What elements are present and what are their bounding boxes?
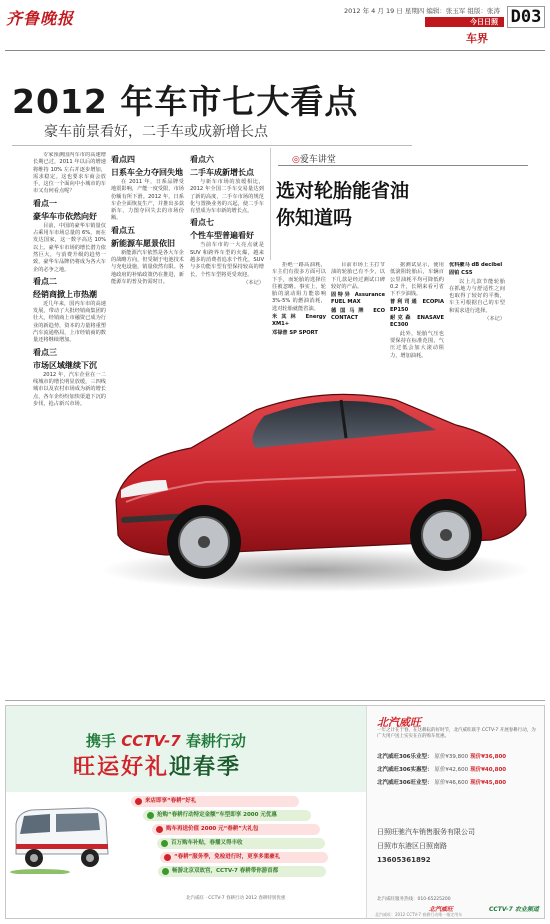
point-title: 看点七 bbox=[190, 218, 214, 228]
ad-cctv-brand: CCTV-7 bbox=[121, 732, 181, 750]
masthead bbox=[0, 0, 550, 52]
point-text: 目前，中国的豪华车销量仅占乘用车市场总量的 6%，而在发达国家，这一数字高达 10% 以上。豪华车市场的增长潜力依然巨大，与消费升级的趋势一致，豪华车品牌仍将成为各大车企的必争之地。 bbox=[33, 222, 106, 273]
van-stripe bbox=[16, 844, 108, 849]
section-label: 车界 bbox=[466, 32, 488, 45]
van-side-window bbox=[56, 813, 100, 832]
tire-product: 固特异 Assurance FUEL MAX bbox=[331, 292, 385, 306]
point-title: 看点一 bbox=[33, 198, 57, 208]
tire-product: 米其林 Energy XM1+ bbox=[272, 314, 326, 328]
point-subtitle: 豪华车市依然向好 bbox=[33, 211, 97, 221]
point-text: 与新车市场的放缓相比，2012 年全国二手车交易量达到了新的高度，二手车市场的规范化与置换业务的兴起，使二手车有望成为车市新的增长点。 bbox=[190, 179, 264, 215]
sidebar-title-line1: 选对轮胎能省油 bbox=[276, 180, 410, 202]
bullet-icon bbox=[161, 840, 168, 847]
ad-promo-panel bbox=[6, 706, 366, 918]
ad-copy: 一年之计在于春，在这耕耘的好时节，北汽威旺联手 CCTV-7 开展春耕行动，为广大用户送上实实在在的购车优惠。 bbox=[377, 728, 536, 739]
date-line: 2012 年 4 月 19 日 星期四 编辑：张玉军 组版：张涛 bbox=[344, 7, 500, 15]
price-current: 现价¥45,800 bbox=[470, 780, 507, 786]
sidebar-paragraph: 拒绝一路高油耗，车主们有很多方面可以下手，而轮胎的选择往往被忽略。事实上，轮胎的滚动阻力能影响 3%-5% 的燃油消耗，选对轮胎就能省油。 bbox=[272, 262, 326, 312]
promo-bubble: 购车再送价值 2000 元“春耕”大礼包 bbox=[152, 824, 320, 835]
article-signature: （本记） bbox=[243, 279, 264, 286]
ad-headline-1 bbox=[86, 730, 246, 751]
ad-brand-logo: 北汽威旺 bbox=[377, 716, 421, 729]
tire-product: 德国马牌 ECO CONTACT bbox=[331, 307, 385, 322]
ad-headline-2a: 旺运好礼 bbox=[73, 755, 170, 780]
van-front-rim bbox=[30, 854, 38, 862]
price-original: 原价¥42,600 bbox=[434, 767, 469, 773]
point-text: 当前车市的一大亮点就是 SUV 和跨界车型的火爆，越来越多的消费者追求个性化，SUV 与多功能车型有望保持较高的增长，个性车型将更受欢迎。 bbox=[190, 242, 264, 278]
ad-footer-note: 北汽威旺 · CCTV-7 春耕行动 2012 春耕特别优惠 bbox=[186, 896, 286, 901]
bullet-icon bbox=[147, 812, 154, 819]
today-bar: 今日日照 bbox=[425, 17, 504, 27]
page-subhead: 豪车前景看好，二手车或成新增长点 bbox=[44, 124, 268, 140]
point-title: 看点五 bbox=[111, 225, 135, 235]
sidebar-paragraph: 此外，轮胎气压也要保持在标准范围，气压过低会加大滚动阻力，增加油耗。 bbox=[390, 330, 444, 359]
newspaper-logo: 齐鲁晚报 bbox=[6, 9, 75, 28]
point-text: 在 2011 年，日系品牌受地震影响，产能一度受限，市场份额有所下滑。2012 年，日系车企全面恢复生产，并推出多款新车，力图夺回失去的市场份额。 bbox=[111, 179, 184, 222]
price-row bbox=[377, 765, 506, 775]
ad-headline-2 bbox=[73, 750, 241, 781]
ad-separator bbox=[5, 700, 545, 701]
promo-bubble: 抢购“春耕行动特定金额”车型即享 2000 元优惠 bbox=[143, 810, 311, 821]
point-subtitle: 经销商掀上市热潮 bbox=[33, 289, 97, 299]
point-title: 看点六 bbox=[190, 155, 214, 164]
price-current: 现价¥36,800 bbox=[470, 754, 507, 760]
cctv-logo-small: CCTV-7 农业频道 bbox=[489, 906, 539, 913]
tag-rule bbox=[278, 165, 528, 166]
point-text: 近几年来，国内车市的高速发展，带动了大批经销商集团的壮大，经销商上市融资已成为行业的新趋势，资本的力量将重塑汽车流通格局，上市经销商的数量还将继续增加。 bbox=[33, 300, 106, 344]
brand-logo-small: 北汽威旺 bbox=[429, 906, 454, 913]
ad-contact-line: 北汽威旺服务热线：010-65225200 bbox=[377, 897, 451, 902]
dealer-address: 日照市东港区日照南路 bbox=[377, 842, 447, 850]
promo-bubble: 百万购车补贴，春播又得丰收 bbox=[157, 838, 325, 849]
advertisement[interactable] bbox=[5, 705, 545, 919]
sidebar-paragraph: 目前市场上主打节油的轮胎已有不少，以下几款是经过测试口碑较好的产品。 bbox=[331, 262, 385, 290]
point-title: 看点二 bbox=[33, 276, 57, 286]
point-subtitle: 日系车全力夺回失地 bbox=[111, 168, 183, 177]
price-original: 原价¥39,800 bbox=[434, 754, 469, 760]
point-text: 2012 年，汽车企业在一二线城市的增长明显放缓，三四线城市以及农村市场成为新的增长点，各车企纷纷加快渠道下沉的步伐，抢占新兴市场。 bbox=[33, 371, 106, 407]
point-title: 看点三 bbox=[33, 347, 57, 357]
bullet-icon bbox=[162, 868, 169, 875]
van-rear-rim bbox=[86, 854, 94, 862]
price-original: 原价¥46,600 bbox=[434, 780, 469, 786]
price-model: 北汽威旺306旺业型： bbox=[377, 780, 433, 786]
promo-bubble: 来店即享“春耕”好礼 bbox=[131, 796, 299, 807]
point-subtitle: 二手车成新增长点 bbox=[190, 168, 254, 177]
promo-bubble: 畅游北京双故宫，CCTV-7 春耕带你游首都 bbox=[158, 866, 326, 877]
price-model: 北汽威旺306乐业型： bbox=[377, 754, 433, 760]
point-title: 看点四 bbox=[111, 155, 135, 164]
bullet-icon bbox=[164, 854, 171, 861]
ad-headline-1-suffix: 春耕行动 bbox=[185, 732, 246, 750]
dealer-phone[interactable]: 13605361892 bbox=[377, 856, 431, 864]
promo-bubble: “春耕”服务季，免检进行时，更享多重豪礼 bbox=[160, 852, 328, 863]
point-subtitle: 新能源车愿景依旧 bbox=[111, 238, 175, 248]
car-front-hub bbox=[198, 536, 210, 548]
point-subtitle: 个性车型普遍看好 bbox=[190, 231, 254, 241]
ad-headline-2b: 迎春季 bbox=[169, 755, 242, 780]
sidebar-signature: （本记） bbox=[484, 316, 505, 323]
ad-bottom-line: 北汽威旺：2012 CCTV-7 春耕行动唯一指定用车 bbox=[375, 912, 463, 917]
ad-headline-1-prefix: 携手 bbox=[86, 732, 117, 750]
sidebar-paragraph: 据测试显示，使用低滚阻轮胎后，车辆百公里油耗平均可降低约 0.2 升，长期来看可省下不少油钱。 bbox=[390, 262, 444, 298]
tire-product: 耐克森 ENASAVE EC300 bbox=[390, 315, 444, 329]
price-model: 北汽威旺306实惠型： bbox=[377, 767, 433, 773]
bullet-icon: ◎ bbox=[292, 155, 300, 165]
headline-rule bbox=[12, 145, 412, 146]
tire-product: 固铂 CS5 bbox=[449, 270, 473, 277]
ad-offer-panel bbox=[366, 706, 544, 918]
price-current: 现价¥40,800 bbox=[470, 767, 507, 773]
page-headline: 2012 年车市七大看点 bbox=[12, 82, 359, 121]
price-row bbox=[377, 752, 506, 762]
column-divider bbox=[270, 148, 271, 260]
red-sedan-illustration bbox=[96, 330, 531, 600]
sidebar-paragraph: 以上几款节能轮胎在抓地力与舒适性之间也取得了较好的平衡，车主可根据自己的车型和需求进行选择。 bbox=[449, 278, 505, 314]
bullet-icon bbox=[135, 798, 142, 805]
tire-product: 邓禄普 SP SPORT bbox=[272, 329, 318, 336]
sidebar-title-line2: 你知道吗 bbox=[276, 207, 353, 229]
point-text: 新能源汽车依然是各大车企的战略方向，但受制于电池技术与充电设施，销量依然有限。各地政府的补贴政策仍在推进，新能源车的普及仍需时日。 bbox=[111, 249, 184, 285]
car-rear-hub bbox=[440, 529, 452, 541]
article-intro: 专家预测国内车市的高速增长期已过，2011 年以后的增速将维持 10% 左右并逐步增加，需求稳定。这也要求车商会放手，这位一个面向中小城市的车市又有何看点呢？ bbox=[33, 152, 106, 195]
section-tag bbox=[292, 152, 336, 165]
van-windshield bbox=[20, 814, 50, 834]
sidebar-title bbox=[276, 178, 409, 232]
white-van-illustration bbox=[10, 802, 112, 874]
dealer-name: 日照旺驰汽车销售服务有限公司 bbox=[377, 828, 475, 836]
grass bbox=[10, 869, 70, 874]
price-row bbox=[377, 778, 506, 788]
point-subtitle: 市场区域继续下沉 bbox=[33, 360, 97, 370]
tire-product: 普利司通 ECOPIA EP150 bbox=[390, 299, 444, 313]
bullet-icon bbox=[156, 826, 163, 833]
section-tag-label: 爱车讲堂 bbox=[299, 155, 336, 165]
top-rule bbox=[5, 50, 545, 51]
page-number: D03 bbox=[507, 6, 545, 28]
tire-product: 优科豪马 dB decibel bbox=[449, 262, 503, 268]
